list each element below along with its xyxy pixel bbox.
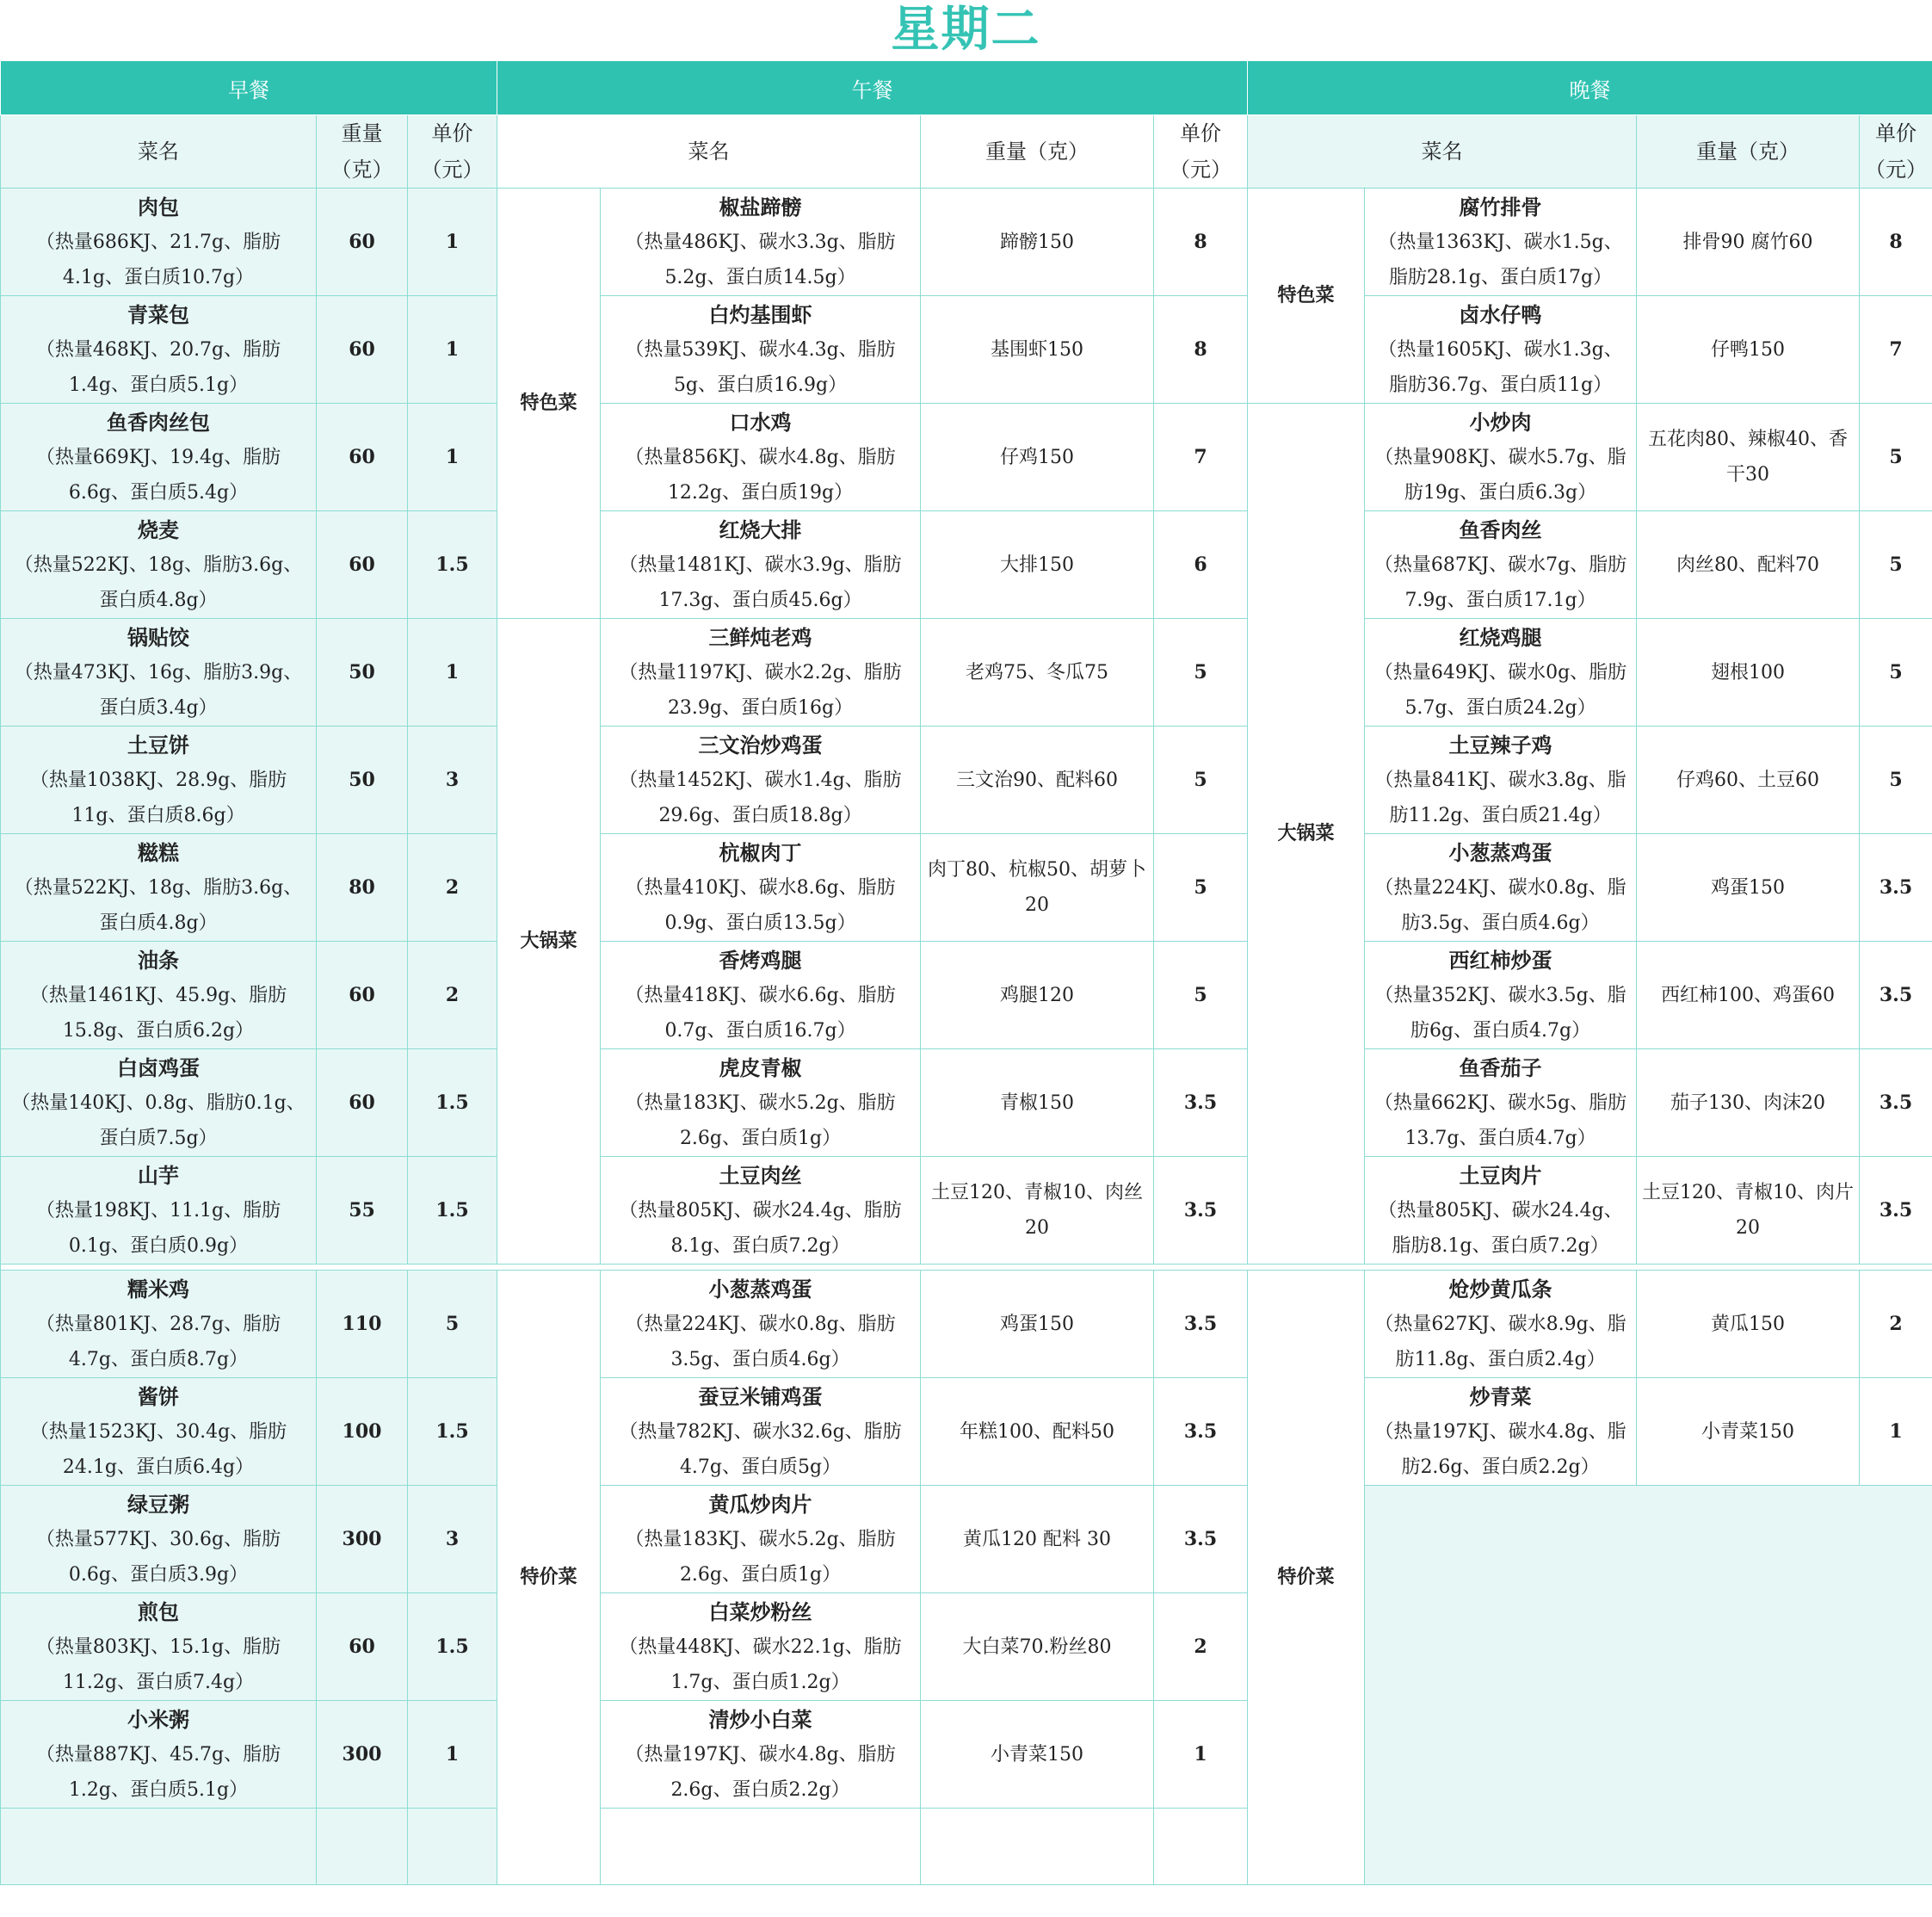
breakfast-weight: 50 — [317, 727, 408, 834]
dinner-weight: 排骨90 腐竹60 — [1637, 189, 1860, 296]
breakfast-dish-cell — [1, 1486, 317, 1593]
dinner-price: 5 — [1860, 619, 1932, 727]
dish-nutrition: （热量522KJ、18g、脂肪3.6g、蛋白质4.8g） — [14, 876, 303, 934]
lunch-weight: 基围虾150 — [921, 296, 1154, 404]
lunch-weight: 大排150 — [921, 511, 1154, 619]
dish-name: 油条 — [138, 947, 179, 973]
menu-row — [1, 1271, 1932, 1378]
dinner-weight: 茄子130、肉沫20 — [1637, 1049, 1860, 1157]
dinner-header: 晚餐 — [1248, 61, 1932, 115]
breakfast-dish-cell — [1, 1701, 317, 1809]
breakfast-header: 早餐 — [1, 61, 497, 115]
lunch-name-header: 菜名 — [497, 115, 921, 189]
dish-nutrition: （热量1523KJ、30.4g、脂肪24.1g、蛋白质6.4g） — [29, 1420, 287, 1478]
empty-cell — [601, 1809, 921, 1885]
dinner-weight: 仔鸭150 — [1637, 296, 1860, 404]
breakfast-dish-cell — [1, 1157, 317, 1265]
breakfast-price: 2 — [408, 942, 497, 1049]
dinner-category-pot: 大锅菜 — [1248, 404, 1365, 1265]
breakfast-dish-cell — [1, 1593, 317, 1701]
breakfast-price: 3 — [408, 1486, 497, 1593]
dish-nutrition: （热量410KJ、碳水8.6g、脂肪0.9g、蛋白质13.5g） — [625, 876, 896, 934]
menu-row — [1, 404, 1932, 511]
lunch-weight: 大白菜70.粉丝80 — [921, 1593, 1154, 1701]
dinner-weight: 西红柿100、鸡蛋60 — [1637, 942, 1860, 1049]
lunch-dish-cell — [601, 511, 921, 619]
dinner-weight: 翅根100 — [1637, 619, 1860, 727]
lunch-dish-cell — [601, 1701, 921, 1809]
column-header-row — [1, 115, 1932, 189]
lunch-price: 6 — [1154, 511, 1248, 619]
dish-name: 山芋 — [138, 1162, 179, 1188]
dinner-price: 2 — [1860, 1271, 1932, 1378]
lunch-dish-cell — [601, 834, 921, 942]
dish-name: 锅贴饺 — [127, 624, 189, 650]
dinner-dish-cell — [1365, 727, 1637, 834]
section-divider — [1, 1265, 1932, 1271]
breakfast-dish-cell — [1, 619, 317, 727]
lunch-dish-cell — [601, 1049, 921, 1157]
dinner-dish-cell — [1365, 511, 1637, 619]
dinner-price: 3.5 — [1860, 942, 1932, 1049]
dish-name: 土豆肉片 — [1459, 1162, 1542, 1188]
lunch-weight: 青椒150 — [921, 1049, 1154, 1157]
dish-nutrition: （热量686KJ、21.7g、脂肪4.1g、蛋白质10.7g） — [35, 231, 281, 288]
breakfast-price: 1.5 — [408, 1378, 497, 1486]
dish-nutrition: （热量1038KJ、28.9g、脂肪11g、蛋白质8.6g） — [29, 769, 287, 826]
lunch-dish-cell — [601, 296, 921, 404]
dish-name: 土豆肉丝 — [719, 1162, 802, 1188]
lunch-weight: 土豆120、青椒10、肉丝20 — [921, 1157, 1154, 1265]
breakfast-weight: 80 — [317, 834, 408, 942]
dish-nutrition: （热量140KJ、0.8g、脂肪0.1g、蛋白质7.5g） — [11, 1091, 306, 1149]
dinner-weight: 鸡蛋150 — [1637, 834, 1860, 942]
dish-nutrition: （热量198KJ、11.1g、脂肪0.1g、蛋白质0.9g） — [35, 1199, 281, 1257]
menu-row — [1, 1049, 1932, 1157]
lunch-dish-cell — [601, 727, 921, 834]
breakfast-weight: 100 — [317, 1378, 408, 1486]
dinner-price: 8 — [1860, 189, 1932, 296]
dish-name: 白灼基围虾 — [708, 301, 812, 327]
dish-name: 蚕豆米铺鸡蛋 — [698, 1383, 823, 1409]
lunch-price: 1 — [1154, 1701, 1248, 1809]
breakfast-weight: 60 — [317, 1593, 408, 1701]
menu-row — [1, 834, 1932, 942]
empty-cell — [317, 1809, 408, 1885]
lunch-price: 8 — [1154, 296, 1248, 404]
dish-name: 煎包 — [138, 1599, 179, 1624]
dinner-weight: 肉丝80、配料70 — [1637, 511, 1860, 619]
dinner-dish-cell — [1365, 404, 1637, 511]
lunch-price: 5 — [1154, 834, 1248, 942]
dish-nutrition: （热量1605KJ、碳水1.3g、脂肪36.7g、蛋白质11g） — [1378, 338, 1623, 396]
dinner-dish-cell — [1365, 942, 1637, 1049]
breakfast-dish-cell — [1, 1049, 317, 1157]
menu-row — [1, 942, 1932, 1049]
empty-cell — [1154, 1809, 1248, 1885]
dish-nutrition: （热量468KJ、20.7g、脂肪1.4g、蛋白质5.1g） — [35, 338, 281, 396]
dish-name: 三鲜炖老鸡 — [708, 624, 812, 650]
breakfast-dish-cell — [1, 404, 317, 511]
dish-name: 炝炒黄瓜条 — [1448, 1276, 1552, 1302]
breakfast-price: 5 — [408, 1271, 497, 1378]
dish-name: 虎皮青椒 — [719, 1054, 802, 1080]
dish-name: 小米粥 — [127, 1706, 189, 1732]
divider-cell — [1, 1265, 1932, 1271]
breakfast-dish-cell — [1, 1271, 317, 1378]
lunch-weight: 老鸡75、冬瓜75 — [921, 619, 1154, 727]
lunch-weight: 仔鸡150 — [921, 404, 1154, 511]
dish-name: 小葱蒸鸡蛋 — [1448, 839, 1552, 865]
lunch-dish-cell — [601, 1378, 921, 1486]
dinner-price: 1 — [1860, 1378, 1932, 1486]
breakfast-price: 1.5 — [408, 1593, 497, 1701]
dish-nutrition: （热量805KJ、碳水24.4g、脂肪8.1g、蛋白质7.2g） — [619, 1199, 902, 1257]
dinner-price: 5 — [1860, 404, 1932, 511]
dish-name: 青菜包 — [127, 301, 189, 327]
dinner-price: 3.5 — [1860, 834, 1932, 942]
menu-row — [1, 1157, 1932, 1265]
lunch-dish-cell — [601, 404, 921, 511]
breakfast-weight-header: 重量（克） — [317, 115, 408, 189]
dinner-category-value: 特价菜 — [1248, 1271, 1365, 1885]
dish-name: 酱饼 — [138, 1383, 179, 1409]
lunch-weight: 三文治90、配料60 — [921, 727, 1154, 834]
dish-name: 白卤鸡蛋 — [117, 1054, 200, 1080]
dish-name: 糍糕 — [138, 839, 179, 865]
dish-nutrition: （热量197KJ、碳水4.8g、脂肪2.6g、蛋白质2.2g） — [625, 1743, 896, 1801]
dish-name: 西红柿炒蛋 — [1448, 947, 1552, 973]
dish-name: 烧麦 — [138, 516, 179, 542]
dish-nutrition: （热量539KJ、碳水4.3g、脂肪5g、蛋白质16.9g） — [625, 338, 896, 396]
dinner-price: 3.5 — [1860, 1157, 1932, 1265]
dinner-weight-header: 重量（克） — [1637, 115, 1860, 189]
lunch-dish-cell — [601, 1486, 921, 1593]
empty-cell — [921, 1809, 1154, 1885]
lunch-price: 5 — [1154, 619, 1248, 727]
dish-nutrition: （热量352KJ、碳水3.5g、脂肪6g、蛋白质4.7g） — [1374, 984, 1626, 1042]
menu-row — [1, 511, 1932, 619]
lunch-header: 午餐 — [497, 61, 1248, 115]
dish-name: 土豆饼 — [127, 732, 189, 758]
dish-name: 黄瓜炒肉片 — [708, 1491, 812, 1517]
dinner-dish-cell — [1365, 1049, 1637, 1157]
dinner-weight: 黄瓜150 — [1637, 1271, 1860, 1378]
lunch-price: 3.5 — [1154, 1271, 1248, 1378]
dish-nutrition: （热量803KJ、15.1g、脂肪11.2g、蛋白质7.4g） — [35, 1636, 281, 1693]
lunch-price: 3.5 — [1154, 1486, 1248, 1593]
dish-nutrition: （热量486KJ、碳水3.3g、脂肪5.2g、蛋白质14.5g） — [625, 231, 896, 288]
breakfast-weight: 60 — [317, 511, 408, 619]
meal-header-row — [1, 61, 1932, 115]
weekly-menu-table — [0, 60, 1932, 1885]
dish-nutrition: （热量887KJ、45.7g、脂肪1.2g、蛋白质5.1g） — [35, 1743, 281, 1801]
dish-name: 白菜炒粉丝 — [708, 1599, 812, 1624]
lunch-weight: 肉丁80、杭椒50、胡萝卜20 — [921, 834, 1154, 942]
dish-nutrition: （热量908KJ、碳水5.7g、脂肪19g、蛋白质6.3g） — [1374, 446, 1626, 504]
dish-nutrition: （热量856KJ、碳水4.8g、脂肪12.2g、蛋白质19g） — [625, 446, 896, 504]
lunch-price: 5 — [1154, 727, 1248, 834]
dinner-dish-cell — [1365, 296, 1637, 404]
dish-nutrition: （热量197KJ、碳水4.8g、脂肪2.6g、蛋白质2.2g） — [1374, 1420, 1626, 1478]
dish-name: 卤水仔鸭 — [1459, 301, 1542, 327]
dinner-price: 3.5 — [1860, 1049, 1932, 1157]
dinner-weight: 五花肉80、辣椒40、香干30 — [1637, 404, 1860, 511]
dish-nutrition: （热量224KJ、碳水0.8g、脂肪3.5g、蛋白质4.6g） — [1374, 876, 1626, 934]
dish-name: 腐竹排骨 — [1459, 194, 1542, 220]
dinner-dish-cell — [1365, 1271, 1637, 1378]
dish-name: 肉包 — [138, 194, 179, 220]
lunch-weight: 鸡蛋150 — [921, 1271, 1154, 1378]
dish-nutrition: （热量801KJ、28.7g、脂肪4.7g、蛋白质8.7g） — [35, 1313, 281, 1370]
dinner-weight: 仔鸡60、土豆60 — [1637, 727, 1860, 834]
lunch-price: 3.5 — [1154, 1157, 1248, 1265]
menu-row — [1, 727, 1932, 834]
breakfast-weight: 55 — [317, 1157, 408, 1265]
dish-nutrition: （热量627KJ、碳水8.9g、脂肪11.8g、蛋白质2.4g） — [1374, 1313, 1626, 1370]
lunch-dish-cell — [601, 942, 921, 1049]
dish-nutrition: （热量1197KJ、碳水2.2g、脂肪23.9g、蛋白质16g） — [619, 661, 902, 719]
dish-name: 小炒肉 — [1469, 409, 1532, 435]
breakfast-weight: 300 — [317, 1701, 408, 1809]
dish-nutrition: （热量418KJ、碳水6.6g、脂肪0.7g、蛋白质16.7g） — [625, 984, 896, 1042]
lunch-price: 8 — [1154, 189, 1248, 296]
dish-name: 鱼香肉丝包 — [107, 409, 210, 435]
menu-row — [1, 189, 1932, 296]
dish-nutrition: （热量224KJ、碳水0.8g、脂肪3.5g、蛋白质4.6g） — [625, 1313, 896, 1370]
lunch-category-pot: 大锅菜 — [497, 619, 601, 1265]
lunch-category-value: 特价菜 — [497, 1271, 601, 1885]
breakfast-weight: 110 — [317, 1271, 408, 1378]
dish-name: 红烧大排 — [719, 516, 802, 542]
dish-nutrition: （热量649KJ、碳水0g、脂肪5.7g、蛋白质24.2g） — [1373, 661, 1627, 719]
dinner-category-special: 特色菜 — [1248, 189, 1365, 404]
dish-nutrition: （热量473KJ、16g、脂肪3.9g、蛋白质3.4g） — [14, 661, 303, 719]
dinner-dish-cell — [1365, 189, 1637, 296]
breakfast-price: 1 — [408, 404, 497, 511]
dish-name: 土豆辣子鸡 — [1448, 732, 1552, 758]
lunch-dish-cell — [601, 1271, 921, 1378]
breakfast-price: 1 — [408, 619, 497, 727]
breakfast-dish-cell — [1, 296, 317, 404]
dish-nutrition: （热量522KJ、18g、脂肪3.6g、蛋白质4.8g） — [14, 553, 303, 611]
lunch-price: 2 — [1154, 1593, 1248, 1701]
dish-nutrition: （热量669KJ、19.4g、脂肪6.6g、蛋白质5.4g） — [35, 446, 281, 504]
dish-nutrition: （热量662KJ、碳水5g、脂肪13.7g、蛋白质4.7g） — [1373, 1091, 1627, 1149]
lunch-price: 3.5 — [1154, 1049, 1248, 1157]
dish-nutrition: （热量805KJ、碳水24.4g、脂肪8.1g、蛋白质7.2g） — [1378, 1199, 1623, 1257]
empty-cell — [408, 1809, 497, 1885]
breakfast-name-header: 菜名 — [1, 115, 317, 189]
lunch-weight: 年糕100、配料50 — [921, 1378, 1154, 1486]
lunch-dish-cell — [601, 1157, 921, 1265]
dish-nutrition: （热量1481KJ、碳水3.9g、脂肪17.3g、蛋白质45.6g） — [619, 553, 902, 611]
empty-cell — [1, 1809, 317, 1885]
dinner-dish-cell — [1365, 1378, 1637, 1486]
dish-nutrition: （热量687KJ、碳水7g、脂肪7.9g、蛋白质17.1g） — [1373, 553, 1627, 611]
dish-nutrition: （热量1452KJ、碳水1.4g、脂肪29.6g、蛋白质18.8g） — [619, 769, 902, 826]
dish-nutrition: （热量448KJ、碳水22.1g、脂肪1.7g、蛋白质1.2g） — [619, 1636, 902, 1693]
breakfast-price: 1.5 — [408, 1049, 497, 1157]
dish-nutrition: （热量782KJ、碳水32.6g、脂肪4.7g、蛋白质5g） — [619, 1420, 902, 1478]
lunch-price: 5 — [1154, 942, 1248, 1049]
breakfast-price-header: 单价（元） — [408, 115, 497, 189]
breakfast-dish-cell — [1, 727, 317, 834]
dish-name: 香烤鸡腿 — [719, 947, 802, 973]
dish-name: 炒青菜 — [1469, 1383, 1532, 1409]
dish-nutrition: （热量1461KJ、45.9g、脂肪15.8g、蛋白质6.2g） — [29, 984, 287, 1042]
dinner-price: 5 — [1860, 727, 1932, 834]
breakfast-dish-cell — [1, 834, 317, 942]
dinner-weight: 土豆120、青椒10、肉片20 — [1637, 1157, 1860, 1265]
dish-name: 鱼香茄子 — [1459, 1054, 1542, 1080]
breakfast-weight: 60 — [317, 296, 408, 404]
menu-row — [1, 619, 1932, 727]
dish-name: 鱼香肉丝 — [1459, 516, 1542, 542]
breakfast-price: 1 — [408, 296, 497, 404]
breakfast-weight: 300 — [317, 1486, 408, 1593]
dish-nutrition: （热量841KJ、碳水3.8g、脂肪11.2g、蛋白质21.4g） — [1374, 769, 1626, 826]
dinner-dish-cell — [1365, 619, 1637, 727]
breakfast-weight: 60 — [317, 189, 408, 296]
breakfast-price: 1 — [408, 1701, 497, 1809]
breakfast-dish-cell — [1, 189, 317, 296]
breakfast-weight: 60 — [317, 1049, 408, 1157]
dinner-dish-cell — [1365, 1157, 1637, 1265]
dish-nutrition: （热量183KJ、碳水5.2g、脂肪2.6g、蛋白质1g） — [625, 1528, 896, 1586]
lunch-dish-cell — [601, 1593, 921, 1701]
dish-name: 绿豆粥 — [127, 1491, 189, 1517]
lunch-weight: 黄瓜120 配料 30 — [921, 1486, 1154, 1593]
menu-row — [1, 296, 1932, 404]
dish-name: 小葱蒸鸡蛋 — [708, 1276, 812, 1302]
dish-nutrition: （热量1363KJ、碳水1.5g、脂肪28.1g、蛋白质17g） — [1378, 231, 1623, 288]
empty-area — [1365, 1486, 1932, 1885]
breakfast-price: 2 — [408, 834, 497, 942]
lunch-price: 7 — [1154, 404, 1248, 511]
dish-name: 杭椒肉丁 — [719, 839, 802, 865]
breakfast-dish-cell — [1, 511, 317, 619]
dinner-price: 7 — [1860, 296, 1932, 404]
dinner-name-header: 菜名 — [1248, 115, 1637, 189]
breakfast-price: 3 — [408, 727, 497, 834]
breakfast-weight: 50 — [317, 619, 408, 727]
dinner-weight: 小青菜150 — [1637, 1378, 1860, 1486]
dish-name: 红烧鸡腿 — [1459, 624, 1542, 650]
breakfast-price: 1.5 — [408, 1157, 497, 1265]
dish-nutrition: （热量183KJ、碳水5.2g、脂肪2.6g、蛋白质1g） — [625, 1091, 896, 1149]
lunch-price-header: 单价（元） — [1154, 115, 1248, 189]
breakfast-dish-cell — [1, 942, 317, 1049]
page-title: 星期二 — [891, 2, 1041, 58]
lunch-price: 3.5 — [1154, 1378, 1248, 1486]
lunch-dish-cell — [601, 189, 921, 296]
dish-name: 口水鸡 — [729, 409, 792, 435]
lunch-weight: 蹄髈150 — [921, 189, 1154, 296]
breakfast-dish-cell — [1, 1378, 317, 1486]
lunch-weight-header: 重量（克） — [921, 115, 1154, 189]
dinner-dish-cell — [1365, 834, 1637, 942]
dinner-price: 5 — [1860, 511, 1932, 619]
dinner-price-header: 单价（元） — [1860, 115, 1932, 189]
dish-name: 椒盐蹄髈 — [719, 194, 802, 220]
breakfast-price: 1 — [408, 189, 497, 296]
breakfast-price: 1.5 — [408, 511, 497, 619]
dish-name: 三文治炒鸡蛋 — [698, 732, 823, 758]
dish-nutrition: （热量577KJ、30.6g、脂肪0.6g、蛋白质3.9g） — [35, 1528, 281, 1586]
breakfast-weight: 60 — [317, 942, 408, 1049]
lunch-weight: 鸡腿120 — [921, 942, 1154, 1049]
menu-row — [1, 1378, 1932, 1486]
dish-name: 糯米鸡 — [127, 1276, 189, 1302]
lunch-category-special: 特色菜 — [497, 189, 601, 619]
dish-name: 清炒小白菜 — [708, 1706, 812, 1732]
menu-row — [1, 1486, 1932, 1593]
lunch-dish-cell — [601, 619, 921, 727]
lunch-weight: 小青菜150 — [921, 1701, 1154, 1809]
breakfast-weight: 60 — [317, 404, 408, 511]
